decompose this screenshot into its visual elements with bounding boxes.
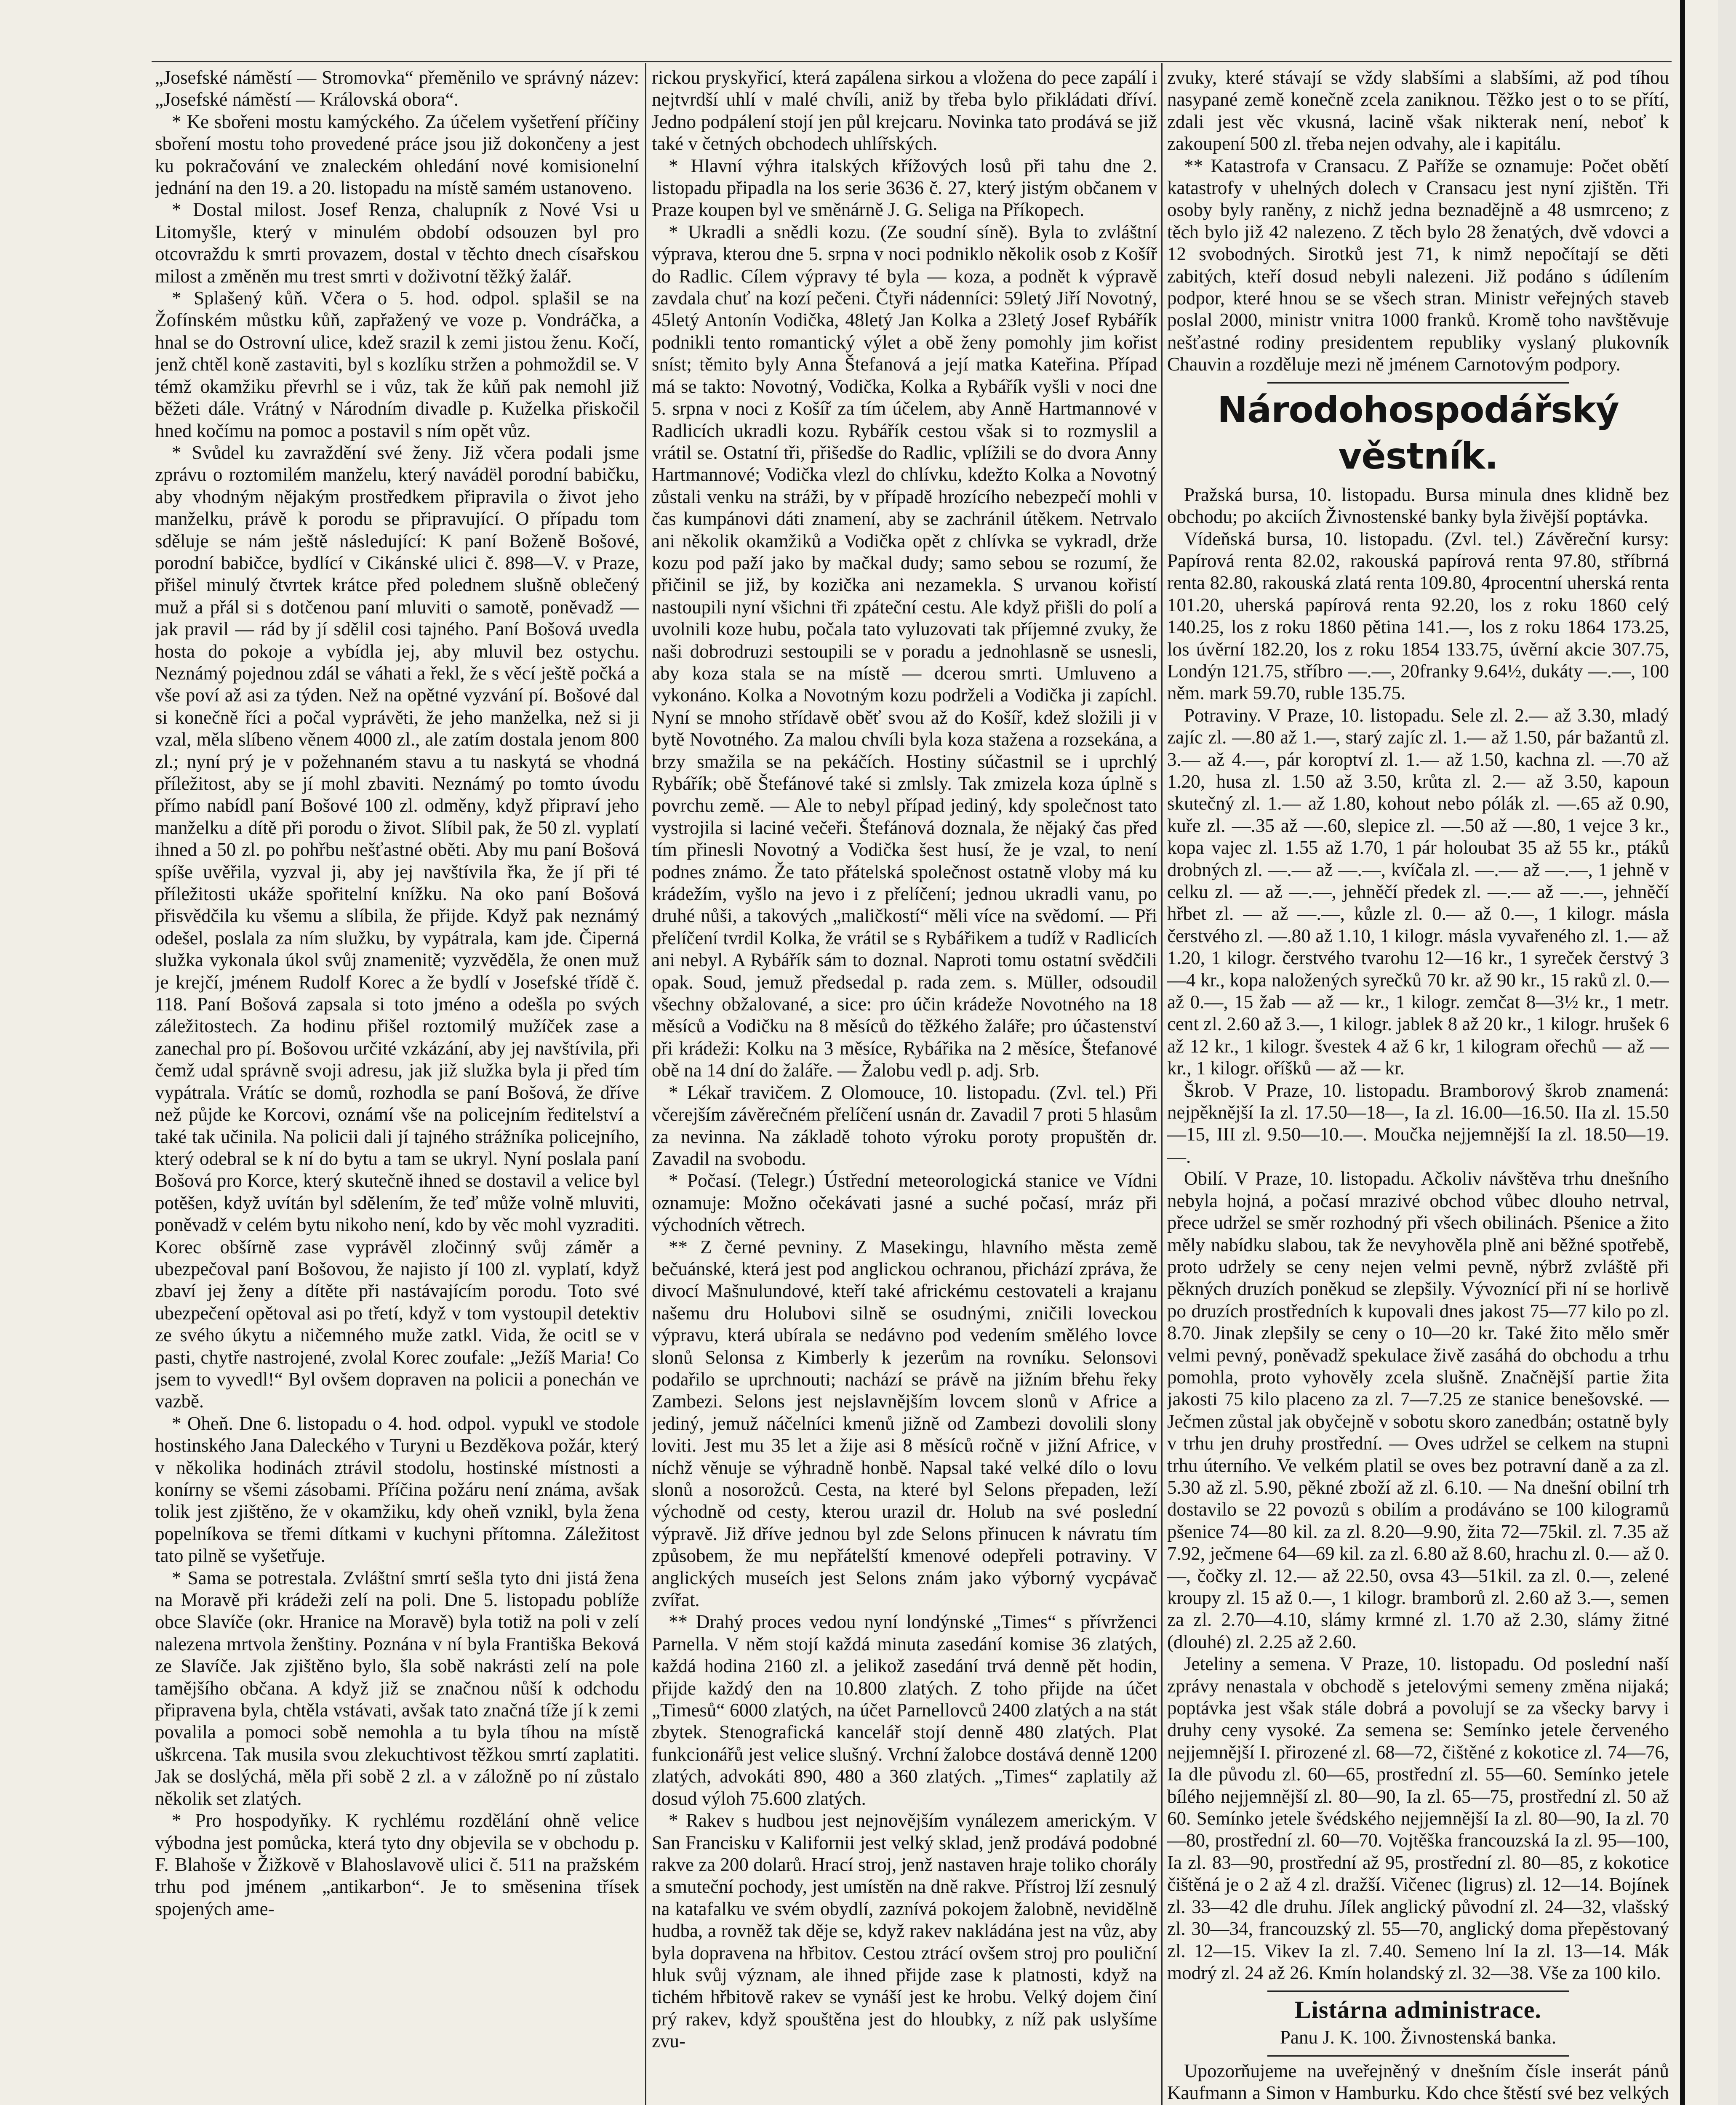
scan-edge-right: [1680, 0, 1685, 2105]
article-paragraph: * Svůdel ku zavraždění své ženy. Již včera podali jsme zprávu o roztomilém manželu, který navádël porodní babičku, aby vhodným nějakým prostředkem připravila o život jeho manželku, právě k porodu se připravující. O případu tom sděluje se nám ještě následující: K paní Boženě Bošové, porodní babičce, bydlící v Cikánské ulici č. 898—V. v Praze, přišel minulý čtvrtek krátce před polednem slušně oblečený muž a přál si s dotčenou paní mluviti o samotě, poněvadž — jak pravil — rád by jí sdělil cosi tajného. Paní Bošová uvedla hosta do pokoje a vybídla jej, aby mluvil bez ostychu. Neznámý pojednou zdál se váhati a řekl, že s věcí ještě počká a vše poví až asi za týden. Než na opětné vyzvání pí. Bošové dal si konečně říci a počal vyprávěti, že jeho manželka, než si ji vzal, měla slíbeno věnem 4000 zl., ale zatím dostala jenom 800 zl.; nyní prý je v požehnaném stavu a tu naskytá se vhodná příležitost, aby se jí mohl zbaviti. Neznámý po tomto úvodu přímo nabídl paní Bošové 100 zl. odměny, když připraví jeho manželku a dítě při porodu o život. Slíbil pak, že 50 zl. vyplatí ihned a 50 zl. po pohřbu nešťastné oběti. Aby mu paní Bošová spíše uvěřila, vyzval ji, aby jej navštívila řka, že jí při té příležitosti ukáže spořitelní knížku. Na oko paní Bošová přisvědčila ku všemu a slíbila, že přijde. Když pak neznámý odešel, poslala za ním služku, by vypátrala, kam jde. Čiperná služka vykonala úkol svůj znamenitě; vyzvěděla, že onen muž je krejčí, jménem Rudolf Korec a že bydlí v Josefské třídě č. 118. Paní Bošová zapsala si toto jméno a odešla po svých záležitostech. Za hodinu přišel roztomilý mužíček zase a zanechal pro pí. Bošovou určité vzkázání, aby jej navštívila, při čemž udal správně svoji adresu, jak již služka byla ji před tím vypátrala. Vrátíc se domů, rozhodla se paní Bošová, že dříve než půjde ke Korcovi, oznámí vše na policejním ředitelství a také tak učinila. Na policii dali jí tajného strážníka policejního, který odebral se k ní do bytu a tam se ukryl. Nyní poslala paní Bošová pro Korce, který skutečně ihned se dostavil a velice byl potěšen, když uvítán byl sdělením, že teď může volně mluviti, poněvadž v celém bytu nikoho není, kdo by věc mohl vyzraditi. Korec obšírně zase vyprávěl zločinný svůj záměr a ubezpečoval paní Bošovou, že najisto jí 100 zl. vyplatí, když zbaví jej ženy a dítěte při nastávajícím porodu. Toto své ubezpečení opětoval asi po třetí, když v tom vystoupil detektiv ze svého úkytu a ničemného muže zatkl. Vida, že ocitl se v pasti, chytře nastrojené, zvolal Korec zoufale: „Ježíš Maria! Co jsem to vyvedl!“ Byl ovšem dopraven na policii a ponechán ve vazbě.: [155, 442, 639, 1412]
article-paragraph: „Josefské náměstí — Stromovka“ přeměnilo ve správný název: „Josefské náměstí — Královská obora“.: [155, 67, 639, 110]
article-paragraph: Upozorňujeme na uveřejněný v dnešním čísle inserát pánů Kaufmann a Simon v Hamburku. Kdo chce štěstí své bez velkých: [1167, 2060, 1669, 2104]
separator-rule: [1267, 382, 1568, 384]
top-rule: [152, 61, 1672, 62]
article-paragraph: * Lékař travičem. Z Olomouce, 10. listopadu. (Zvl. tel.) Při včerejším závěrečném přelíčení usnán dr. Zavadil 7 proti 5 hlasům za nevinna. Na základě tohoto výroku poroty propuštěn dr. Zavadil na svobodu.: [652, 1082, 1157, 1169]
article-paragraph: zvuky, které stávají se vždy slabšími a slabšími, až pod tíhou nasypané země konečně zcela zaniknou. Těžko jest o to se přítí, zdali jest věc vkusná, lacině však nikterak není, neboť k zakoupení 500 zl. třeba nejen odvahy, ale i kapitálu.: [1167, 67, 1669, 155]
article-paragraph: * Dostal milost. Josef Renza, chalupník z Nové Vsi u Litomyšle, který v minulém období odsouzen byl pro otcovraždu k smrti provazem, dostal v těchto dnech císařskou milost a změněn mu trest smrti v doživotní těžký žalář.: [155, 199, 639, 287]
separator-rule: [1267, 2055, 1568, 2057]
article-paragraph: ** Drahý proces vedou nyní londýnské „Times“ s přívrženci Parnella. V něm stojí každá minuta zasedání komise 36 zlatých, každá hodina 2160 zl. a jelikož zasedání trvá denně pět hodin, přijde každý den na 10.800 zlatých. Z toho přijde na účet „Timesů“ 6000 zlatých, na účet Parnellovců 2400 zlatých a na stát zbytek. Stenografická kancelář stojí denně 480 zlatých. Plat funkcionářů jest velice slušný. Vrchní žalobce dostává denně 1200 zlatých, advokáti 890, 480 a 360 zlatých. „Times“ zaplatily až dosud výloh 75.600 zlatých.: [652, 1611, 1157, 1809]
article-paragraph: * Sama se potrestala. Zvláštní smrtí sešla tyto dni jistá žena na Moravě při krádeži zelí na poli. Dne 5. listopadu poblíže obce Slavíče (okr. Hranice na Moravě) byla totiž na poli v zelí nalezena mrtvola ženštiny. Poznána v ní byla Františka Beková ze Slavíče. Jak zjištěno bylo, šla sobě nakrásti zelí na pole tamějšího občana. A když již se značnou nůší k odchodu připravena byla, chtěla vstávati, avšak tato značná tíže jí k zemi povalila a pomoci sobě nemohla a tu byla tíhou na místě uškrcena. Tak musila svou zlekuchtivost těžkou smrtí zaplatiti. Jak se doslýchá, měla při sobě 2 zl. a v záložně po ní zůstalo několik set zlatých.: [155, 1567, 639, 1809]
article-paragraph: rickou pryskyřicí, která zapálena sirkou a vložena do pece zapálí i nejtvrdší uhlí v malé chvíli, aniž by třeba bylo přikládati dříví. Jedno podpálení stojí jen půl krejcaru. Novinka tato prodává se již také v četných obchodech uhlířských.: [652, 67, 1157, 155]
article-paragraph: Vídeňská bursa, 10. listopadu. (Zvl. tel.) Závěreční kursy: Papírová renta 82.02, rakouská papírová renta 97.80, stříbrná renta 82.80, rakouská zlatá renta 109.80, 4procentní uherská renta 101.20, uherská papírová renta 92.20, los z roku 1860 celý 140.25, los z roku 1860 pětina 141.—, los z roku 1864 173.25, los úvěrní 182.20, los z roku 1854 133.75, úvěrní akcie 307.75, Londýn 121.75, stříbro —.—, 20franky 9.64½, dukáty —.—, 100 něm. mark 59.70, ruble 135.75.: [1167, 528, 1669, 704]
article-paragraph: ** Z černé pevniny. Z Masekingu, hlavního města země bečuánské, která jest pod anglickou ochranou, přichází zpráva, že divocí Mašnulundové, kteří také africkému cestovateli a krajanu našemu dru Holubovi silně se osudnými, zničili loveckou výpravu, která ubírala se nedávno pod vedením smělého lovce slonů Selonsa z Kimberly k jezerům na rovníku. Selonsovi podařilo se uprchnouti; nachází se právě na jižním břehu řeky Zambezi. Selons jest nejslavnějším lovcem slonů v Africe a jediný, jemuž náčelníci kmenů jižně od Zambezi dovolili slony loviti. Jest mu 35 let a žije asi 8 měsíců ročně v jižní Africe, v níchž věnuje se výhradně honbě. Napsal také velké dílo o lovu slonů a nosorožců. Cesta, na které byl Selons přepaden, leží východně od cesty, kterou urazil dr. Holub na své poslední výpravě. Již dříve jednou byl zde Selons přinucen k návratu tím způsobem, že mu nepřátelští kmenové odepřeli potraviny. V anglických museích jest Selons znám jako výborný vycpávač zvířat.: [652, 1236, 1157, 1611]
column-rule-2: [1161, 63, 1163, 2105]
article-paragraph: Pražská bursa, 10. listopadu. Bursa minula dnes klidně bez obchodu; po akciích Živnostenské banky byla živější poptávka.: [1167, 484, 1669, 528]
article-paragraph: * Pro hospodyňky. K rychlému rozdělání ohně velice výbodna jest pomůcka, která tyto dny objevila se v obchodu p. F. Blahoše v Žižkově v Blahoslavově ulici č. 511 na pražském trhu pod jménem „antikarbon“. Je to směsenina třísek spojených ame-: [155, 1810, 639, 1919]
article-paragraph: * Ke sbořeni mostu kamýckého. Za účelem vyšetření příčiny sboření mostu toho provedené práce jsou již dokončeny a jest ku pokračování ve znaleckém ohledání nové komisionelní jednání na den 19. a 20. listopadu na místě samém ustanoveno.: [155, 111, 639, 199]
article-paragraph: Panu J. K. 100. Živnostenská banka.: [1280, 2027, 1557, 2048]
separator-rule: [1267, 1990, 1568, 1992]
column-1: [155, 67, 639, 2105]
article-paragraph: * Oheň. Dne 6. listopadu o 4. hod. odpol. vypukl ve stodole hostinského Jana Daleckého v Turyni u Bezděkova požár, který v několika hodinách ztrávil stodolu, hostinské místnosti a konírny se všemi zásobami. Příčina požáru není známa, avšak tolik jest zjištěno, že v okamžiku, kdy oheň vznikl, byla žena popelníkova se třemi dítkami v kuchyni přítomna. Záležitost tato pilně se vyšetřuje.: [155, 1412, 639, 1567]
article-paragraph: * Rakev s hudbou jest nejnovějším vynálezem americkým. V San Francisku v Kalifornii jest velký sklad, jenž prodává podobné rakve za 200 dolarů. Hrací stroj, jenž nastaven hraje toliko chorály a smuteční pochody, jest umístěn na dně rakve. Přístroj lží zesnulý na katafalku ve svém obydlí, zaznívá pokojem žalobně, nevidělně hudba, a rovněž tak děje se, když rakev nakládána jest na vůz, aby byla dopravena na hřbitov. Cestou ztrácí ovšem stroj pro pouliční hluk svůj význam, ale ihned přijde zase k platnosti, když na tichém hřbitově rakev se vynáší jest ke hrobu. Velký dojem činí prý rakev, když spouštěna jest do hloubky, z níž pak uslyšíme zvu-: [652, 1810, 1157, 2052]
column-3: [1167, 67, 1669, 2105]
column-2: [652, 67, 1157, 2105]
article-paragraph: * Počasí. (Telegr.) Ústřední meteorologická stanice ve Vídni oznamuje: Možno očekávati jasné a suché počasí, mráz při východních větrech.: [652, 1170, 1157, 1236]
scan-margin: [1718, 0, 1736, 2105]
article-paragraph: * Hlavní výhra italských křížových losů při tahu dne 2. listopadu připadla na los serie 3636 č. 27, který jistým občanem v Praze koupen byl ve směnárně J. G. Seliga na Příkopech.: [652, 155, 1157, 221]
article-paragraph: Jeteliny a semena. V Praze, 10. listopadu. Od poslední naší zprávy nenastala v obchodě s jetelovými semeny změna nijaká; poptávka jest však stále dobrá a povolují se za všecky barvy i druhy ceny vysoké. Za semena se: Semínko jetele červeného nejjemnější I. přirozené zl. 68—72, čištěné z kokotice zl. 74—76, Ia dle původu zl. 60—65, prostřední zl. 55—60. Semínko jetele bílého nejjemnější zl. 80—90, Ia zl. 65—75, prostřední zl. 50 až 60. Semínko jetele švédského nejjemnější Ia zl. 80—90, Ia zl. 70—80, prostřední zl. 60—70. Vojtěška francouzská Ia zl. 95—100, Ia zl. 83—90, prostřední až 95, prostřední zl. 80—85, z kokotice čištěná je o 2 až 4 zl. dražší. Vičenec (ligrus) zl. 12—14. Bojínek zl. 33—42 dle druhu. Jílek anglický původní zl. 24—32, vlašský zl. 30—34, francouzský zl. 55—70, anglický doma přepěstovaný zl. 12—15. Vikev Ia zl. 7.40. Semeno lní Ia zl. 13—14. Mák modrý zl. 24 až 26. Kmín holandský zl. 32—38. Vše za 100 kilo.: [1167, 1653, 1669, 1983]
article-paragraph: * Ukradli a snědli kozu. (Ze soudní síně). Byla to zvláštní výprava, kterou dne 5. srpna v noci podniklo několik osob z Košíř do Radlic. Cílem výpravy té byla — koza, a podnět k výpravě zavdala chuť na kozí pečeni. Čtyři nádenníci: 59letý Jiří Novotný, 45letý Antonín Vodička, 48letý Jan Kolka a 23letý Josef Rybářík podnikli tento romantický výlet a obě ženy pomohly jim kořist sníst; těmito byly Anna Štefanová a její matka Kateřina. Případ má se takto: Novotný, Vodička, Kolka a Rybářík vyšli v noci dne 5. srpna v noci z Košíř za tím účelem, aby Anně Hartmannové v Radlicích ukradli kozu. Rybářík cestou však si to rozmyslil a vrátil se. Ostatní tři, přišedše do Radlic, vplížili se do dvora Anny Hartmannové; Vodička vlezl do chlívku, kdežto Kolka a Novotný zůstali venku na stráži, by v případě hrozícího nebezpečí mohli v čas kumpánovi dáti znamení, aby se zachránil útěkem. Netrvalo ani několik okamžiků a Vodička opět z chlívka se vykradl, drže kozu pod paží jako by mačkal dudy; samo sebou se rozumí, že přičinil se již, by kozička ani nezamekla. S urvanou kořistí nastoupili nyní všichni tři zpáteční cestu. Ale když přišli do polí a uvolnili koze hubu, počala tato vyluzovati tak příjemné zvuky, že naši dobrodruzi sestoupili se v poradu a jednohlasně se usnesli, aby koza stala se na místě — dcerou smrti. Umluveno a vykonáno. Kolka a Novotným kozu podrželi a Vodička ji zapíchl. Nyní se mnoho střídavě oběť svou až do Košíř, kdež složili ji v bytě Novotného. Za malou chvíli byla koza stažena a rozsekána, a brzy smažila se na pekáčích. Hostiny súčastnil se i uprchlý Rybářík; obě Štefánové také si zmlsly. Tak zmizela koza úplně s povrchu země. — Ale to nebyl případ jediný, kdy společnost tato vystrojila si laciné večeři. Štefánová doznala, že nějaký čas před tím přinesli Novotný a Vodička šest husí, že je vzal, to není podnes známo. Že tato přátelská společnost ostatně vloby má ku krádežím, vyšlo na jevo i z přelíčení; jednou ukradli vanu, po druhé nůši, a takových „maličkostí“ měli více na svědomí. — Při přelíčení tvrdil Kolka, že vrátil se s Rybářikem a tudíž v Radlicích ani nebyl. A Rybářík sám to doznal. Naproti tomu ostatní svědčili opak. Soud, jemuž předsedal p. rada zem. s. Müller, odsoudil všechny obžalované, a sice: pro účin krádeže Novotného na 18 měsíců a Vodičku na 8 měsíců do těžkého žaláře; pro účastenství při krádeži: Kolku na 3 měsíce, Rybářika na 2 měsíce, Štefanové obě na 14 dní do žaláře. — Žalobu vedl p. adj. Srb.: [652, 221, 1157, 1081]
column-rule-1: [645, 63, 646, 2105]
article-paragraph: Škrob. V Praze, 10. listopadu. Bramborový škrob znamená: nejpěknější Ia zl. 17.50—18—, Ia zl. 16.00—16.50. IIa zl. 15.50—15, III zl. 9.50—10.—. Moučka nejjemnější Ia zl. 18.50—19.—.: [1167, 1079, 1669, 1167]
article-paragraph: Potraviny. V Praze, 10. listopadu. Sele zl. 2.— až 3.30, mladý zajíc zl. —.80 až 1.—, starý zajíc zl. 1.— až 1.50, pár bažantů zl. 3.— až 4.—, pár koroptví zl. 1.— až 1.50, kachna zl. —.70 až 1.20, husa zl. 1.50 až 3.50, krůta zl. 2.— až 3.50, kapoun skutečný zl. 1.— až 1.80, kohout nebo pólák zl. —.65 až 0.90, kuře zl. —.35 až —.60, slepice zl. —.50 až —.80, 1 vejce 3 kr., kopa vajec zl. 1.55 až 1.70, 1 pár holoubat 35 až 55 kr., ptáků drobných zl. —.— až —.—, kvíčala zl. —.— až —.—, 1 jehně v celku zl. — až —.—, jehněčí předek zl. —.— až —.—, jehněčí hřbet zl. — až —.—, kůzle zl. 0.— až 0.—, 1 kilogr. másla čerstvého zl. —.80 až 1.10, 1 kilogr. másla vyvařeného zl. 1.— až 1.20, 1 kilogr. čerstvého tvarohu 12—16 kr., 1 syreček čerstvý 3—4 kr., kopa naložených syrečků 70 kr. až 90 kr., 15 raků zl. 0.— až 0.—, 15 žab — až — kr., 1 kilogr. zemčat 8—3½ kr., 1 metr. cent zl. 2.60 až 3.—, 1 kilogr. jablek 8 až 20 kr., 1 kilogr. hrušek 6 až 12 kr., 1 kilogr. švestek 4 až 6 kr, 1 kilogram ořechů — až — kr., 1 kilogr. oříšků — až — kr.: [1167, 704, 1669, 1079]
section-subtitle: Listárna administrace.: [1295, 1996, 1541, 2024]
article-paragraph: Obilí. V Praze, 10. listopadu. Ačkoliv návštěva trhu dnešního nebyla hojná, a počasí mrazivé obchod vůbec dlouho netrval, přece udržel se směr rozhodný při všech obilinách. Pšenice a žito měly nabídku slabou, tak že nevyhověla plně ani běžné spotřebě, proto udržely se ceny nejen velmi pevně, nýbrž zvláště při pěkných druzích poněkud se zlepšily. Vývoznící při ní se horlivě po druzích prostředních k kupovali dnes jakost 75—77 kilo po zl. 8.70. Jinak zlepšily se ceny o 10—20 kr. Také žito mělo směr velmi pevný, poněvadž spekulace živě zasáhá do obchodu a trhu pomohla, proto vyhověly zcela slušně. Značnější partie žita jakosti 75 kilo placeno za zl. 7—7.25 ze stanice benešovské. — Ječmen zůstal jak obyčejně v sobotu skoro zanedbán; ostatně byly v trhu jen druhy prostřední. — Oves udržel se celkem na stupni trhu úterního. Ve velkém platil se oves bez potravní daně a za zl. 5.30 až zl. 5.90, pěkné zboží až zl. 6.10. — Na dnešní obilní trh dostavilo se 22 povozů s obilím a prodáváno se 100 kilogramů pšenice 74—80 kil. za zl. 8.20—9.90, žita 72—75kil. zl. 7.35 až 7.92, ječmene 64—69 kil. za zl. 6.80 až 8.60, hrachu zl. 0.— až 0.—, čočky zl. 12.— až 22.50, ovsa 43—51kil. za zl. 0.—, zelené kroupy zl. 15 až 0.—, 1 kilogr. bramborů zl. 2.60 až 3.—, semen za zl. 2.70—4.10, slámy krmné zl. 1.70 až 2.30, slámy žitné (dlouhé) zl. 2.25 až 2.60.: [1167, 1168, 1669, 1652]
section-title: Národohospodářský věstník.: [1217, 389, 1619, 477]
article-paragraph: * Splašený kůň. Včera o 5. hod. odpol. splašil se na Žofínském můstku kůň, zapřažený ve voze p. Vondráčka, a hnal se do Ostrovní ulice, kdež srazil k zemi jistou ženu. Kočí, jenž chtěl koně zastaviti, byl s kozlíku stržen a pohmoždil se. V témž okamžiku převrhl se i vůz, tak že kůň pak nemohl již běžeti dále. Vrátný v Národním divadle p. Kuželka přiskočil hned kočímu na pomoc a postavil s ním opět vůz.: [155, 288, 639, 441]
article-paragraph: ** Katastrofa v Cransacu. Z Paříže se oznamuje: Počet obětí katastrofy v uhelných dolech v Cransacu jest nyní zjištěn. Tři osoby byly raněny, z nichž jedna beznadějně a 48 usmrceno; z těch bylo již 42 nalezeno. Z těch bylo 28 ženatých, dvě vdovci a 12 svobodných. Sirotků jest 71, k nimž nepočítají se děti zabitých, kteří dosud nebyli nalezeni. Již podáno s údílením podpor, které hnou se se všech stran. Ministr veřejných staveb poslal 2000, ministr vnitra 1000 franků. Kromě toho navštěvuje nešťastné rodiny presidentem republiky vyslaný plukovník Chauvin a rozděluje mezi ně jménem Carnotovým podpory.: [1167, 155, 1669, 375]
